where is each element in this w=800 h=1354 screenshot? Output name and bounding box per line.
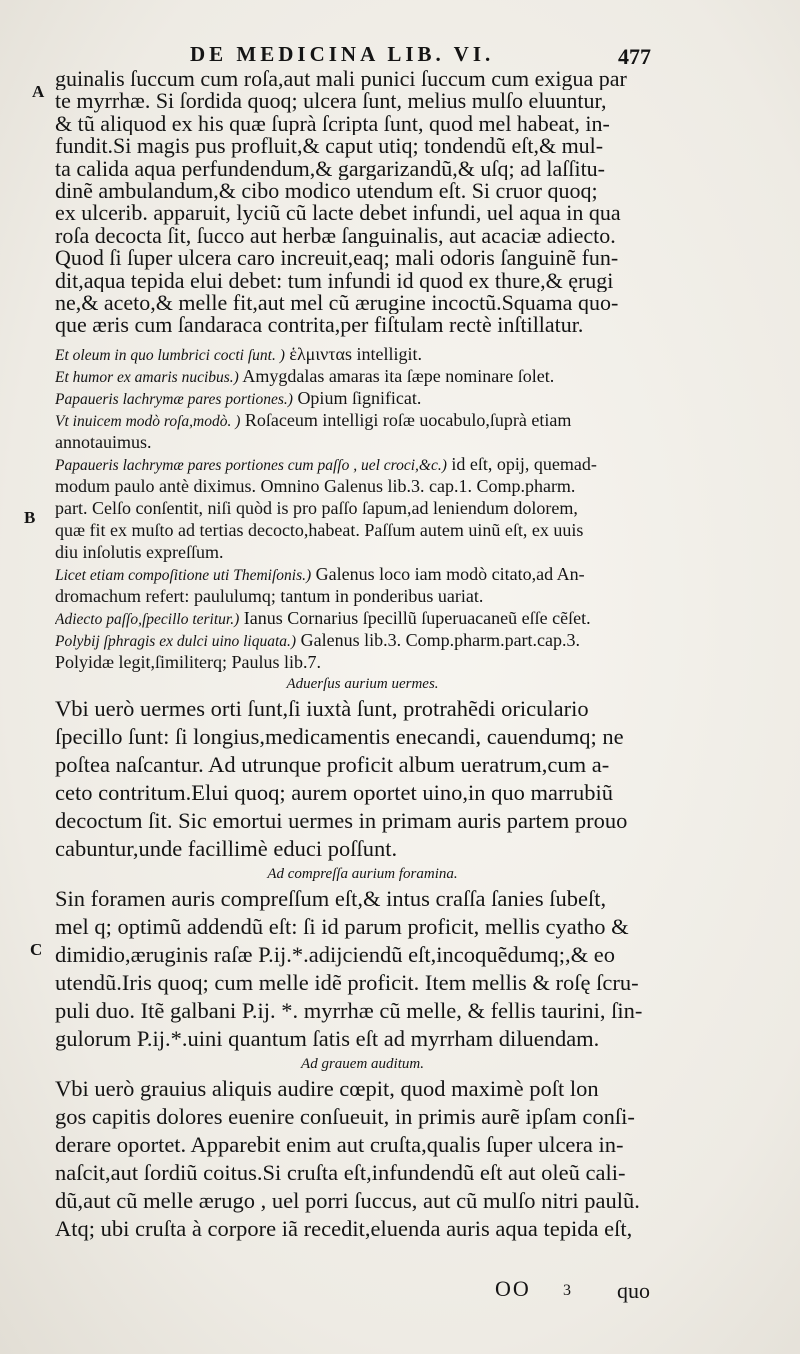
text-line: ceto contritum.Elui quoq; aurem oportet uino,in quo marrubiũ [55,779,614,805]
text-line: gulorum P.ij.*.uini quantum ſatis eſt ad myrrham diluendam. [55,1025,600,1051]
footer-row [495,1276,665,1302]
annotation-text: ἑλμινταs intelligit. [284,343,422,364]
signature-mark: OO [495,1276,531,1301]
text-line: dimidio,æruginis raſæ P.ij.*.adijciendũ eſt,incoquẽdumq;,& eo [55,941,615,967]
text-line: naſcit,aut ſordiũ coitus.Si cruſta eſt,infundendũ eſt aut oleũ cali- [55,1159,626,1185]
margin-marker-b: B [24,508,36,527]
text-block [55,68,660,1243]
section-vermes-paragraph [55,695,660,863]
text-line: fundit.Si magis pus profluit,& caput utiq; tondendũ eſt,& mul- [55,135,604,158]
annotation-line [55,343,660,365]
text-line: Vbi uerò uermes orti ſunt,ſi iuxtà ſunt, protrahẽdi oriculario [55,695,589,721]
annotation-line [55,519,660,541]
heading-compressa-foramina: Ad compreſſa aurium foramina. [267,865,458,882]
section-a-paragraph [55,68,660,337]
text-line: Vbi uerò grauius aliquis audire cœpit, quod maximè poſt lon [55,1075,599,1101]
annotation-line [55,365,660,387]
annotation-text: Polyidæ legit,ſimiliterq; Paulus lib.7. [55,651,322,672]
annotation-line [55,453,660,475]
annotation-line [55,563,660,585]
annotation-text: diu inſolutis expreſſum. [55,541,224,562]
annotation-text: Amygdalas amaras ita ſæpe nominare ſolet. [238,365,555,386]
annotation-line [55,651,660,673]
annotation-line [55,387,660,409]
annotation-text: Galenus loco iam modò citato,ad An- [311,563,585,584]
annotation-text: Galenus lib.3. Comp.pharm.part.cap.3. [296,629,581,650]
annotation-lemma: Papaueris lachrymæ pares portiones cum paſſo , uel croci,&c.) [55,456,447,474]
catchword: quo [617,1278,650,1303]
text-line: Atq; ubi cruſta à corpore iã recedit,eluenda auris aqua tepida eſt, [55,1215,633,1241]
text-line: te myrrhæ. Si ſordida quoq; ulcera ſunt, melius mulſo eluuntur, [55,90,607,113]
annotation-line [55,431,660,453]
margin-marker-c: C [30,940,43,959]
annotation-line [55,475,660,497]
signature-number: 3 [563,1282,571,1299]
annotation-lemma: Adiecto paſſo,ſpecillo teritur.) [55,610,240,628]
annotation-text: Opium ſignificat. [292,387,422,408]
text-line: que æris cum ſandaraca contrita,per fiſtulam rectè inſtillatur. [55,314,584,337]
annotation-line [55,409,660,431]
text-line: Sin foramen auris compreſſum eſt,& intus craſſa ſanies ſubeſt, [55,885,607,911]
annotation-line [55,607,660,629]
text-line: dit,aqua tepida elui debet: tum infundi id quod ex thure,& ęrugi [55,269,614,292]
section-auditum-paragraph [55,1075,660,1243]
section-foramina-paragraph [55,885,660,1053]
annotation-line [55,541,660,563]
annotation-lemma: Et oleum in quo lumbrici cocti ſunt. ) [55,346,285,364]
text-line: decoctum ſit. Sic emortui uermes in primam auris partem prouo [55,807,628,833]
text-line: dinẽ ambulandum,& cibo modico utendum eſt. Si cruor quoq; [55,179,598,203]
text-line: mel q; optimũ addendũ eſt: ſi id parum proficit, mellis cyatho & [55,913,629,939]
text-line: gos capitis dolores euenire conſueuit, in primis aurẽ ipſam conſi- [55,1103,635,1129]
text-line: derare oportet. Apparebit enim aut cruſta,qualis ſuper ulcera in- [55,1131,624,1157]
annotation-line [55,585,660,607]
annotation-text: annotauimus. [55,431,152,452]
annotation-text: Roſaceum intelligi roſæ uocabulo,ſuprà etiam [240,409,572,430]
text-line: utendũ.Iris quoq; cum melle idẽ proficit. Item mellis & roſę ſcru- [55,969,639,995]
text-line: ſpecillo ſunt: ſi longius,medicamentis enecandi, cauendumq; ne [55,723,624,749]
annotation-lemma: Papaueris lachrymæ pares portiones.) [55,390,293,408]
annotation-text: modum paulo antè diximus. Omnino Galenus lib.3. cap.1. Comp.pharm. [55,475,576,496]
annotations [55,343,660,673]
text-line: & tũ aliquod ex his quæ ſuprà ſcripta ſunt, quod mel habeat, in- [55,112,610,136]
running-head: DE MEDICINA LIB. VI. [190,42,495,66]
text-line: ne,& aceto,& melle fit,aut mel cũ ærugine incoctũ.Squama quo- [55,291,619,315]
text-line: cabuntur,unde facillimè educi poſſunt. [55,835,398,861]
annotation-text: Ianus Cornarius ſpecillũ ſuperuacaneũ eſſe cẽſet. [239,607,591,628]
text-line: puli duo. Itẽ galbani P.ij. *. myrrhæ cũ melle, & fellis taurini, ſin- [55,997,643,1023]
annotation-text: dromachum refert: paululumq; tantum in ponderibus uariat. [55,585,484,606]
heading-aduersus-vermes: Aduerſus aurium uermes. [286,675,439,692]
margin-marker-a: A [32,82,45,101]
annotation-lemma: Licet etiam compoſitione uti Themiſonis.) [55,566,312,584]
text-line: Quod ſi ſuper ulcera caro increuit,eaq; mali odoris ſanguinẽ fun- [55,247,619,270]
text-line: ex ulcerib. apparuit, lyciũ cũ lacte debet infundi, uel aqua in qua [55,202,621,225]
annotation-text: id eſt, opij, quemad- [446,453,597,474]
annotation-lemma: Polybij ſphragis ex dulci uino liquata.) [55,632,297,650]
annotation-line [55,497,660,519]
annotation-lemma: Et humor ex amaris nucibus.) [55,368,239,386]
text-line: poſtea naſcantur. Ad utrunque proficit album ueratrum,cum a- [55,751,610,777]
annotation-line [55,629,660,651]
page-number: 477 [618,44,651,69]
annotation-lemma: Vt inuicem modò roſa,modò. ) [55,412,241,430]
text-line: dũ,aut cũ melle ærugo , uel porri ſuccus, aut cũ mulſo nitri paulũ. [55,1187,640,1213]
text-line: ta calida aqua perfundendum,& gargarizandũ,& uſq; ad laſſitu- [55,157,606,180]
text-line: guinalis ſuccum cum roſa,aut mali punici ſuccum cum exigua par [55,68,627,91]
text-line: roſa decocta ſit, ſucco aut herbæ ſanguinalis, aut acaciæ adiecto. [55,224,616,248]
annotation-text: quæ fit ex muſto ad tertias decocto,habeat. Paſſum autem uinũ eſt, ex uuis [55,519,584,540]
heading-grauem-auditum: Ad grauem auditum. [301,1055,424,1072]
annotation-text: part. Celſo conſentit, niſi quòd is pro paſſo ſapum,ad leniendum dolorem, [55,497,578,518]
